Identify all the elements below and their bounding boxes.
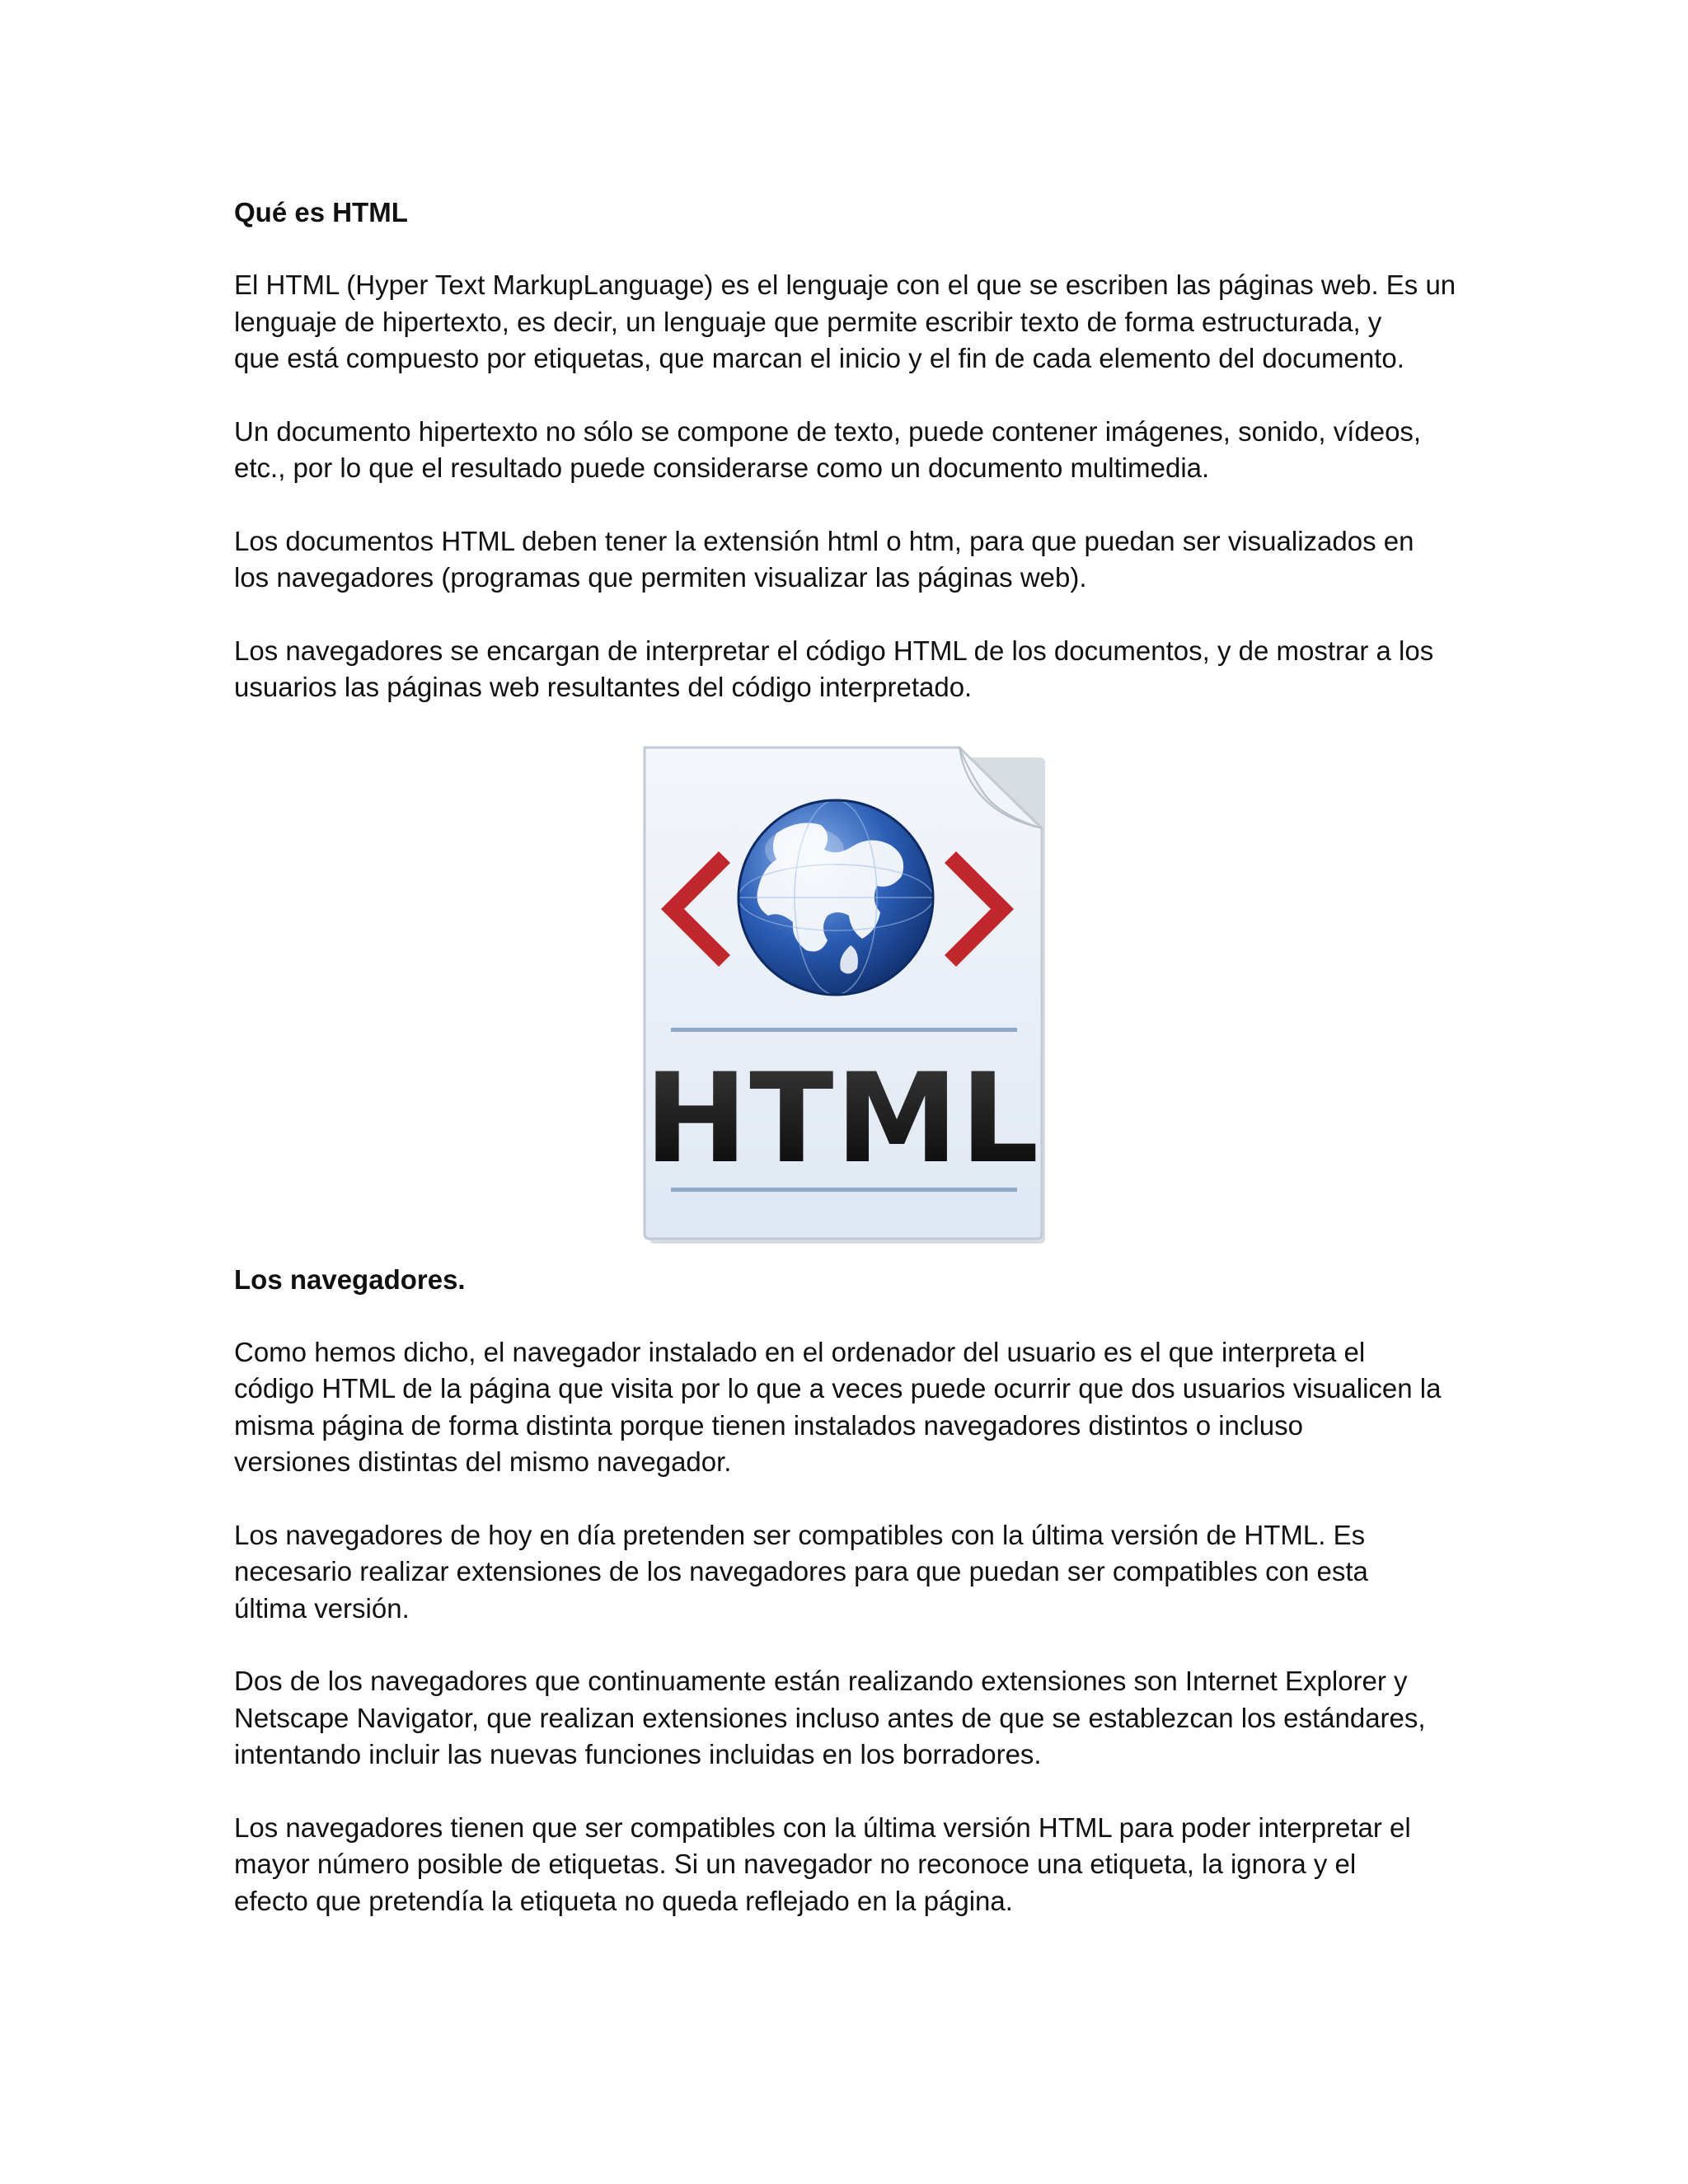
section-title-que-es-html: Qué es HTML bbox=[234, 197, 408, 227]
paragraph: Un documento hipertexto no sólo se compone de texto, puede contener imágenes, sonido, vídeos, etc., por lo que el resultado puede considerarse como un documento multimedia. bbox=[234, 415, 1422, 483]
paragraph: Los documentos HTML deben tener la extensión html o htm, para que puedan ser visualizados en los navegadores (programas que permiten visualizar las páginas web). bbox=[234, 525, 1414, 593]
globe-icon bbox=[738, 800, 933, 995]
html-label: HTML bbox=[644, 1047, 1041, 1191]
section-title-los-navegadores: Los navegadores. bbox=[234, 1263, 466, 1295]
paragraph: El HTML (Hyper Text MarkupLanguage) es el lenguaje con el que se escriben las páginas web. Es un lenguaje de hipertexto, es decir, un lenguaje que permite escribir texto de forma estructurada, y que está compuesto por etiquetas, que marcan el inicio y el fin de cada elemento del documento. bbox=[234, 269, 1456, 373]
paragraph: Dos de los navegadores que continuamente están realizando extensiones son Internet Explorer y Netscape Navigator, que realizan extensiones incluso antes de que se establezcan los estándares, intentando incluir las nuevas funciones incluidas en los borradores. bbox=[234, 1666, 1426, 1769]
paragraph: Los navegadores tienen que ser compatibles con la última versión HTML para poder interpretar el mayor número posible de etiquetas. Si un navegador no reconoce una etiqueta, la ignora y el efecto que pretendía la etiqueta no queda reflejado en la página. bbox=[234, 1811, 1411, 1916]
paragraph: Los navegadores de hoy en día pretenden ser compatibles con la última versión de HTML. Es necesario realizar extensiones de los navegadores para que puedan ser compatibles con esta última versión. bbox=[234, 1519, 1368, 1624]
paragraph: Como hemos dicho, el navegador instalado en el ordenador del usuario es el que interpreta el código HTML de la página que visita por lo que a veces puede ocurrir que dos usuarios visualicen la misma página de forma distinta porque tienen instalados navegadores distintos o incluso versiones distintas del mismo navegador. bbox=[234, 1336, 1442, 1477]
html-file-icon bbox=[630, 736, 1058, 1247]
paragraph: Los navegadores se encargan de interpretar el código HTML de los documentos, y de mostrar a los usuarios las páginas web resultantes del código interpretado. bbox=[234, 635, 1434, 702]
document-page bbox=[234, 194, 1470, 1956]
